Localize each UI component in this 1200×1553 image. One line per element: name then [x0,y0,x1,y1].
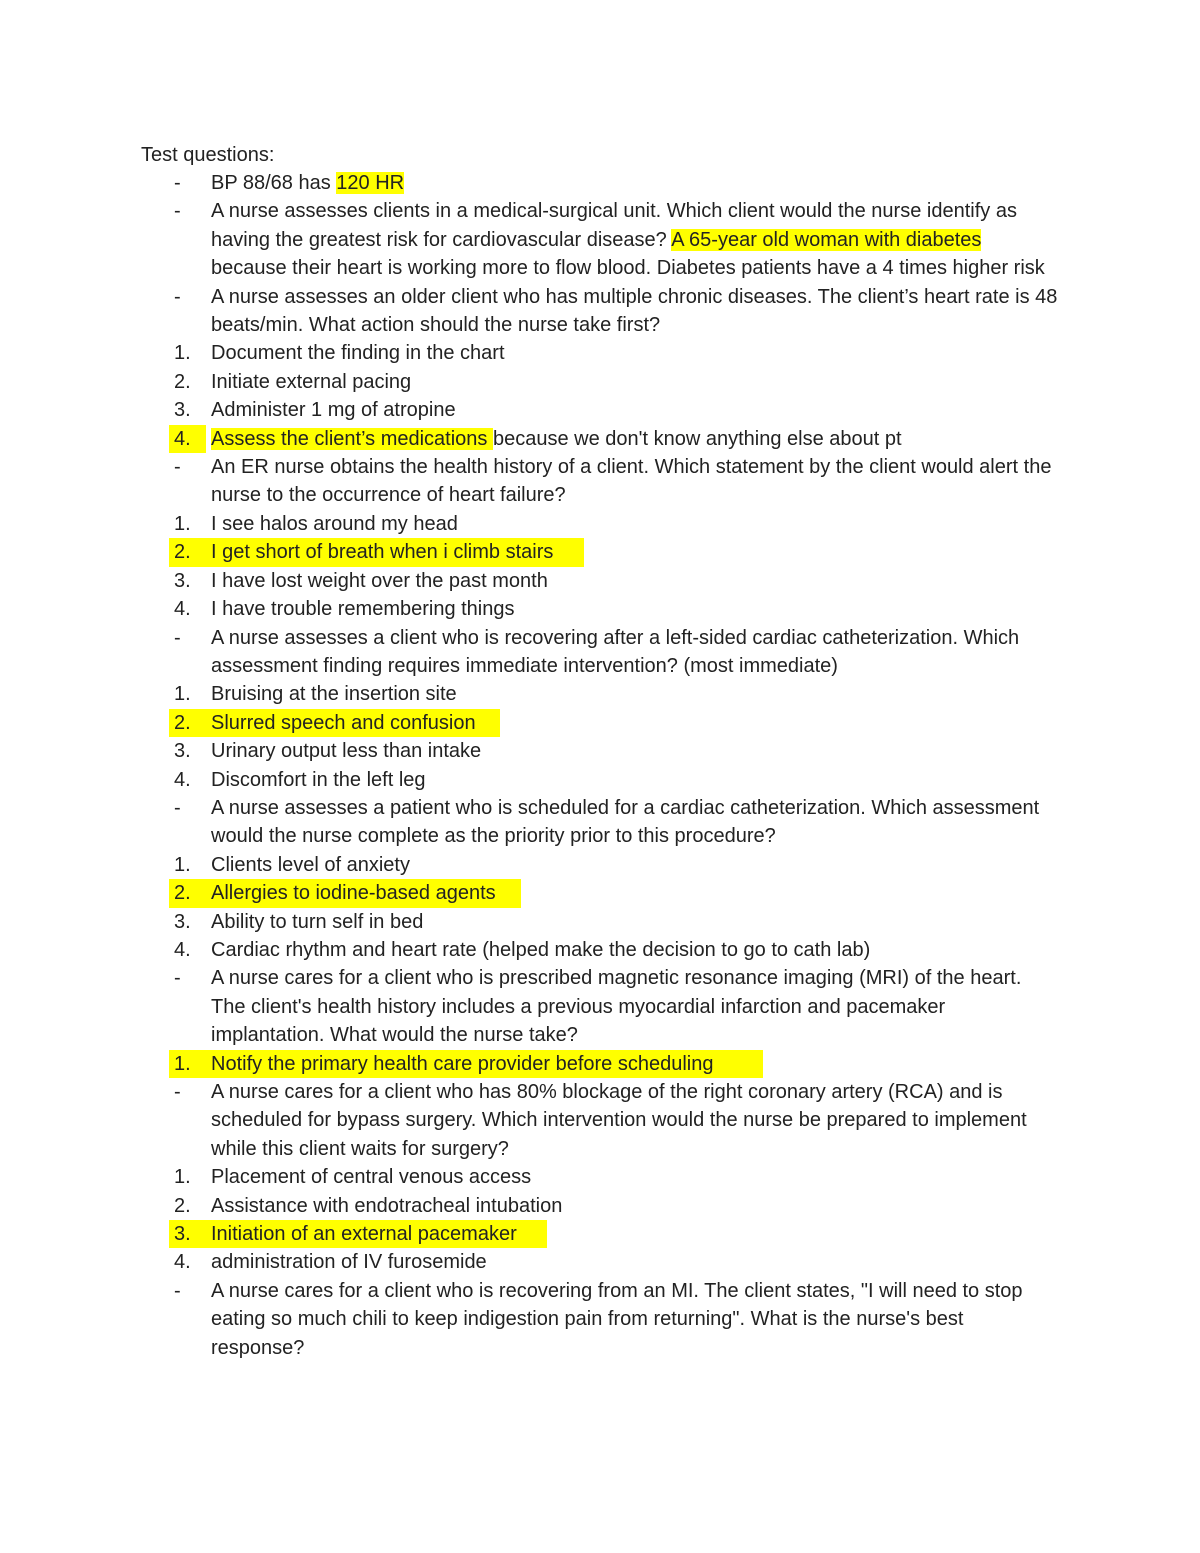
option-item [141,595,1061,623]
option-number: 3. [174,910,191,933]
question-text: An ER nurse obtains the health history of a client. Which statement by the client would alert the nurse to the occurrence of heart failure? [211,456,1052,507]
question-item [141,283,1061,340]
option-text-highlighted: Slurred speech and confusion [211,711,476,734]
option-item-correct [141,1050,1061,1078]
question-text: A nurse assesses an older client who has multiple chronic diseases. The client’s heart rate is 48 beats/min. What action should the nurse take first? [211,285,1058,337]
option-text: Bruising at the insertion site [211,683,457,706]
question-list [141,169,1061,1362]
option-number: 2. [174,541,191,564]
bullet-dash: - [174,796,181,819]
option-number: 4. [174,1251,191,1274]
option-number: 3. [174,399,191,422]
option-number: 3. [174,740,191,763]
option-item [141,1192,1061,1220]
highlighted-answer: A 65-year old woman with diabetes [671,228,982,251]
option-item [141,936,1061,964]
bullet-dash: - [174,626,181,649]
option-number: 1. [174,342,191,365]
option-number: 3. [174,1223,191,1246]
question-item [141,1277,1061,1362]
option-item-correct [141,538,1061,566]
option-item [141,680,1061,708]
bullet-dash: - [174,1081,181,1103]
option-number: 1. [174,1052,191,1075]
option-text-highlighted: Allergies to iodine-based agents [211,882,496,905]
option-text-highlighted: Notify the primary health care provider before scheduling [211,1052,714,1075]
option-number: 4. [174,598,191,621]
option-item [141,908,1061,936]
option-item [141,1163,1061,1191]
answer-note: because we don't know anything else about pt [492,427,902,450]
bullet-dash: - [174,967,181,990]
question-item [141,794,1061,851]
question-text: A nurse assesses clients in a medical-surgical unit. Which client would the nurse identify as having the greatest risk for cardiovascular disease? [211,200,1017,251]
option-text: Urinary output less than intake [211,740,482,763]
option-number: 1. [174,512,191,535]
question-text: A nurse cares for a client who has 80% blockage of the right coronary artery (RCA) and is scheduled for bypass surgery. Which intervention would the nurse be prepared to implement while this client waits for surgery? [211,1081,1027,1160]
option-item-correct [141,1220,1061,1248]
bullet-dash: - [174,172,181,194]
highlighted-answer: 120 HR [336,172,405,194]
question-item [141,624,1061,681]
option-text: Ability to turn self in bed [211,910,424,933]
bullet-dash: - [174,200,181,223]
option-text: administration of IV furosemide [211,1251,487,1274]
bullet-dash: - [174,456,181,479]
question-text: BP 88/68 has [211,172,337,194]
option-item [141,737,1061,765]
question-item [141,1078,1061,1163]
option-item-correct [141,709,1061,737]
option-number: 2. [174,1194,191,1217]
option-item [141,851,1061,879]
document-title: Test questions: [141,144,275,166]
question-item [141,964,1061,1049]
option-number: 2. [174,711,191,734]
option-item-correct [141,879,1061,907]
option-number: 3. [174,569,191,592]
option-number: 1. [174,853,191,876]
option-number: 2. [174,882,191,905]
option-text: Administer 1 mg of atropine [211,399,456,422]
option-item [141,766,1061,794]
option-number: 4. [169,425,206,453]
option-item [141,567,1061,595]
option-text-highlighted: Initiation of an external pacemaker [211,1223,517,1246]
question-text: A nurse assesses a patient who is scheduled for a cardiac catheterization. Which assessment would the nurse complete as the priority prior to this procedure? [211,796,1040,848]
option-item [141,396,1061,424]
question-text: A nurse assesses a client who is recovering after a left-sided cardiac catheterization. Which assessment finding requires immediate intervention? (most immediate) [211,626,1020,677]
option-text-highlighted: Assess the client’s medications [211,427,493,450]
bullet-dash: - [174,285,181,308]
option-item-correct [141,425,1061,453]
option-text: Initiate external pacing [211,370,412,393]
option-text: I have lost weight over the past month [211,569,548,592]
answer-note: because their heart is working more to flow blood. Diabetes patients have a 4 times higher risk [211,257,1045,280]
option-text: Clients level of anxiety [211,853,410,876]
question-item [141,453,1061,510]
option-number: 1. [174,1166,191,1189]
option-number: 4. [174,938,191,961]
option-text: Placement of central venous access [211,1166,532,1189]
bullet-dash: - [174,1279,181,1302]
option-item [141,1248,1061,1276]
option-number: 4. [174,768,191,791]
question-item [141,169,1061,197]
question-text: A nurse cares for a client who is recovering from an MI. The client states, "I will need to stop eating so much chili to keep indigestion pain from returning". What is the nurse's best response? [211,1279,1023,1359]
option-number: 1. [174,683,191,706]
option-text: Document the finding in the chart [211,342,505,365]
option-text: I have trouble remembering things [211,598,515,621]
question-text: A nurse cares for a client who is prescribed magnetic resonance imaging (MRI) of the heart. The client's health history includes a previous myocardial infarction and pacemaker implantation. What would the nurse take? [211,967,1022,1047]
option-text: I see halos around my head [211,512,458,535]
option-text: Discomfort in the left leg [211,768,426,791]
option-text: Assistance with endotracheal intubation [211,1194,563,1217]
option-item [141,368,1061,396]
question-item [141,197,1061,282]
option-item [141,510,1061,538]
option-number: 2. [174,370,191,393]
option-item [141,339,1061,367]
option-text-highlighted: I get short of breath when i climb stairs [211,541,554,564]
option-text: Cardiac rhythm and heart rate (helped make the decision to go to cath lab) [211,938,871,961]
